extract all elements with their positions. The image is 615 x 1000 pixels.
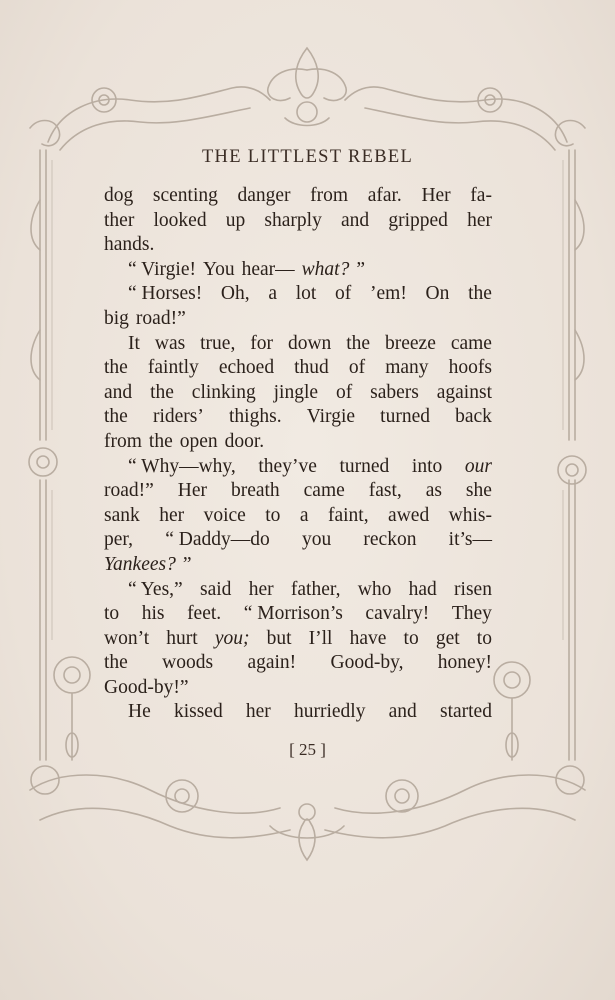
word: awed [388,504,430,526]
word: “ Morrison’s [243,603,343,625]
word: again! [247,652,297,674]
page-body-text [104,184,492,725]
word: of [335,283,352,305]
word: to [104,603,120,625]
word: the [104,357,128,379]
word: fa- [470,185,492,206]
word: whis- [448,504,492,526]
word: ” [356,258,366,280]
word: “ Why—why, [128,455,236,477]
word: into [411,455,443,477]
word: her [248,578,274,600]
word: sabers [370,381,419,403]
word: faintly [147,357,199,379]
text-line [104,528,492,553]
word: hear— [241,258,295,280]
text-line [104,578,492,603]
word: “ Daddy—do [165,529,270,551]
word: faint, [327,504,369,526]
word: jingle [273,381,319,403]
word: breeze [385,332,436,354]
word: a [268,283,277,305]
word: big [104,307,129,329]
word: You [202,258,235,280]
word: from [310,185,349,206]
word: sank [104,504,140,526]
word: they’ve [258,455,317,477]
word: our [464,455,492,477]
text-line [104,479,492,504]
text-line [104,381,492,406]
text-line [104,430,492,455]
word: the [148,430,173,452]
word: his [141,603,165,625]
word: down [287,332,332,354]
text-line [104,307,492,332]
word: looked [153,209,207,231]
word: door. [224,430,265,452]
word: riders’ [152,406,204,428]
word: get [435,627,460,649]
word: fast, [368,480,402,502]
word: the [104,652,128,674]
word: turned [339,455,390,477]
word: dog [104,185,134,206]
word: breath [230,480,280,502]
word: They [451,603,492,625]
word: her [245,701,271,723]
text-line [104,258,492,283]
text-line [104,455,492,480]
word: voice [203,504,246,526]
word: a [299,504,309,526]
text-line [104,356,492,381]
word: against [436,381,492,403]
word: came [303,480,345,502]
word: the [150,381,174,403]
word: who [357,578,392,600]
word: Good-by!” [104,676,189,698]
text-line [104,332,492,357]
word: risen [454,578,492,600]
word: turned [380,406,430,428]
word: hoofs [448,357,492,379]
word: you; [214,627,250,649]
word: woods [162,652,214,674]
word: Good-by, [330,652,404,674]
word: the [346,332,371,354]
word: the [104,406,128,428]
word: Virgie [306,406,356,428]
word: started [439,701,492,723]
word: for [250,332,274,354]
word: ther [104,209,135,231]
word: and [341,209,370,231]
word: lot [295,283,317,305]
word: hurt [166,627,198,649]
word: He [128,701,151,723]
word: ’em! [370,283,407,305]
word: Her [421,185,451,206]
word: “ Virgie! [128,258,196,280]
word: Her [177,480,207,502]
word: hands. [104,234,155,256]
word: the [468,283,492,305]
word: but [266,627,292,649]
word: reckon [363,529,417,551]
word: was [154,332,186,354]
word: her [159,504,185,526]
word: to [476,627,492,649]
text-line [104,676,492,701]
text-line [104,553,492,578]
word: It [128,332,140,354]
word: On [425,283,450,305]
word: what? [301,258,350,280]
word: Yankees? [104,553,176,575]
word: had [408,578,437,600]
word: scenting [152,185,218,206]
word: thighs. [229,406,282,428]
word: said [200,578,232,600]
word: road!” [135,307,186,329]
text-line [104,651,492,676]
word: won’t [104,627,150,649]
text-line [104,700,492,725]
text-line [104,233,492,258]
text-line [104,405,492,430]
word: up [225,209,246,231]
word: from [104,430,142,452]
word: to [403,627,419,649]
word: father, [290,578,341,600]
word: have [349,627,387,649]
word: and [388,701,417,723]
word: of [348,357,366,379]
word: gripped [388,209,448,231]
word: Oh, [220,283,250,305]
word: open [179,430,218,452]
word: to [265,504,281,526]
word: per, [104,529,133,551]
word: and [104,381,133,403]
word: feet. [187,603,222,625]
word: she [465,480,492,502]
word: it’s— [448,529,492,551]
word: her [467,209,492,231]
word: of [335,381,353,403]
text-line [104,504,492,529]
word: road!” [104,480,154,502]
word: afar. [367,185,402,206]
word: honey! [437,652,492,674]
word: many [385,357,429,379]
word: came [450,332,492,354]
word: you [301,529,332,551]
word: “ Yes,” [128,578,183,600]
word: hurriedly [293,701,366,723]
text-line [104,184,492,209]
word: true, [200,332,236,354]
word: as [425,480,442,502]
word: cavalry! [365,603,430,625]
word: thud [294,357,329,379]
word: “ Horses! [128,283,203,305]
text-line [104,282,492,307]
word: echoed [218,357,275,379]
page-number: [ 25 ] [289,740,326,759]
text-line [104,602,492,627]
word: kissed [173,701,223,723]
word: clinking [191,381,256,403]
word: ” [182,553,192,575]
running-head: THE LITTLEST REBEL [201,147,414,167]
word: sharply [264,209,322,231]
text-line [104,209,492,234]
word: back [455,406,492,428]
text-line [104,627,492,652]
word: danger [237,185,291,206]
word: I’ll [308,627,333,649]
